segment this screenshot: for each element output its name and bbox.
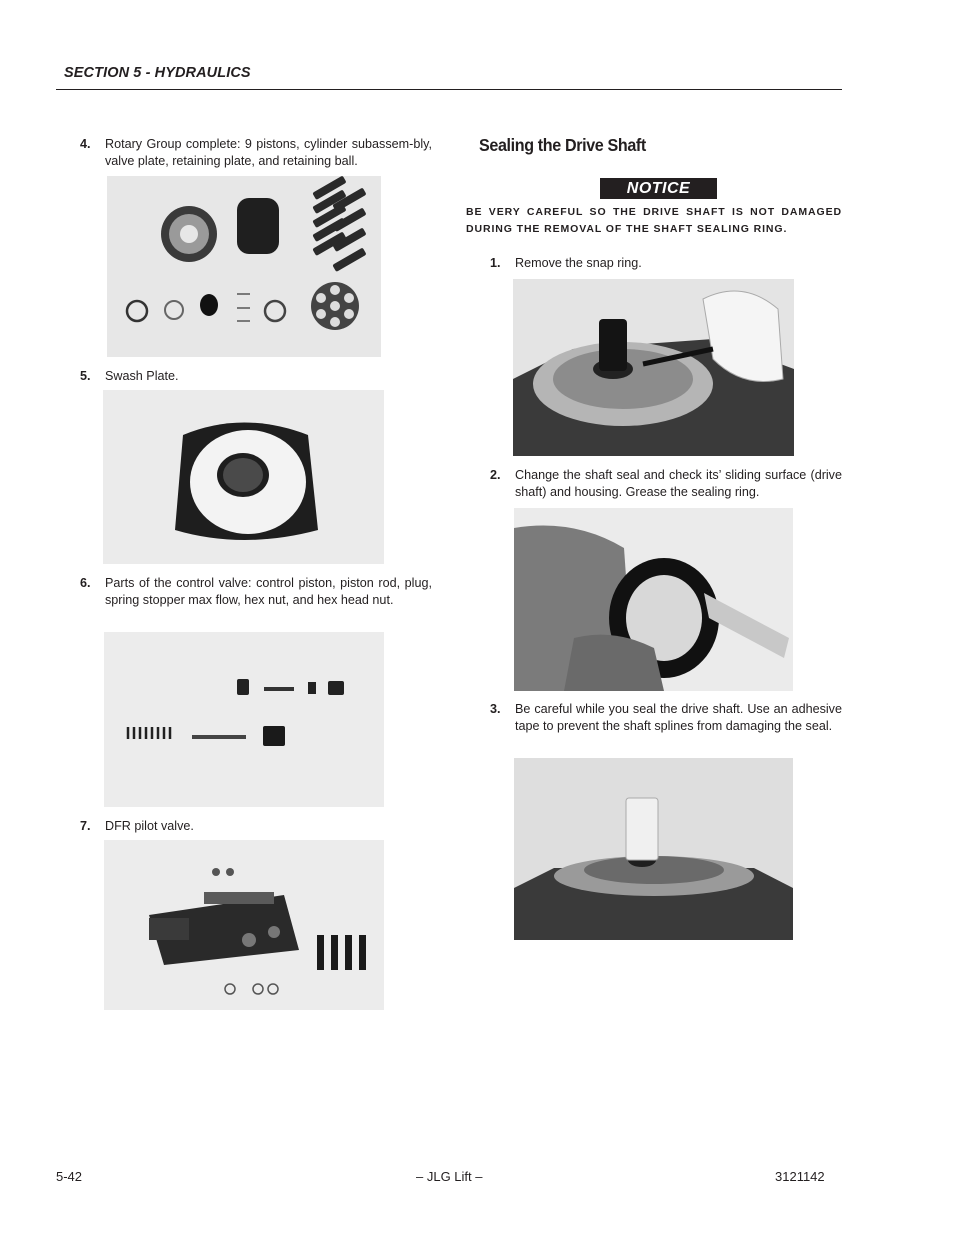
step-number: 6. xyxy=(80,576,91,590)
step-text: DFR pilot valve. xyxy=(105,819,194,833)
section-heading: Sealing the Drive Shaft xyxy=(479,135,646,155)
step-text: Remove the snap ring. xyxy=(515,256,642,270)
doc-number: 3121142 xyxy=(775,1169,825,1184)
step-number: 3. xyxy=(490,702,501,716)
step-text: Change the shaft seal and check its’ sliding surface (drive shaft) and housing. Grease the sealing ring. xyxy=(515,468,842,499)
step-number: 5. xyxy=(80,369,91,383)
step-number: 7. xyxy=(80,819,91,833)
photo-rotary-group xyxy=(107,176,381,357)
photo-shaft-seal xyxy=(514,508,793,691)
step-text: Rotary Group complete: 9 pistons, cylinder subassem-bly, valve plate, retaining plate, and retaining ball. xyxy=(105,137,432,168)
step-text: Be careful while you seal the drive shaft. Use an adhesive tape to prevent the shaft splines from damaging the seal. xyxy=(515,702,842,733)
notice-label-box xyxy=(600,178,717,199)
photo-remove-snap-ring xyxy=(513,279,794,456)
notice-text: BE VERY CAREFUL SO THE DRIVE SHAFT IS NOT DAMAGED DURING THE REMOVAL OF THE SHAFT SEALING RING. xyxy=(466,206,842,235)
photo-dfr-pilot-valve xyxy=(104,840,384,1010)
step-4 xyxy=(80,136,432,172)
photo-control-valve-parts xyxy=(104,632,384,807)
right-step-1 xyxy=(490,255,842,273)
step-number: 2. xyxy=(490,468,501,482)
page-number: 5-42 xyxy=(56,1169,83,1184)
step-text: Swash Plate. xyxy=(105,369,179,383)
right-step-2 xyxy=(490,467,842,503)
step-number: 4. xyxy=(80,137,91,151)
photo-swash-plate xyxy=(103,390,384,564)
step-text: Parts of the control valve: control piston, piston rod, plug, spring stopper max flow, hex nut, and hex head nut. xyxy=(105,576,432,607)
step-5 xyxy=(80,368,432,386)
footer-center: – JLG Lift – xyxy=(416,1169,483,1184)
section-title: SECTION 5 - HYDRAULICS xyxy=(64,65,251,81)
step-number: 1. xyxy=(490,256,501,270)
step-6 xyxy=(80,575,432,627)
notice-label: NOTICE xyxy=(626,180,691,197)
step-7 xyxy=(80,818,432,836)
header-rule xyxy=(56,89,842,90)
photo-seal-drive-shaft xyxy=(514,758,793,940)
right-step-3 xyxy=(490,701,842,753)
